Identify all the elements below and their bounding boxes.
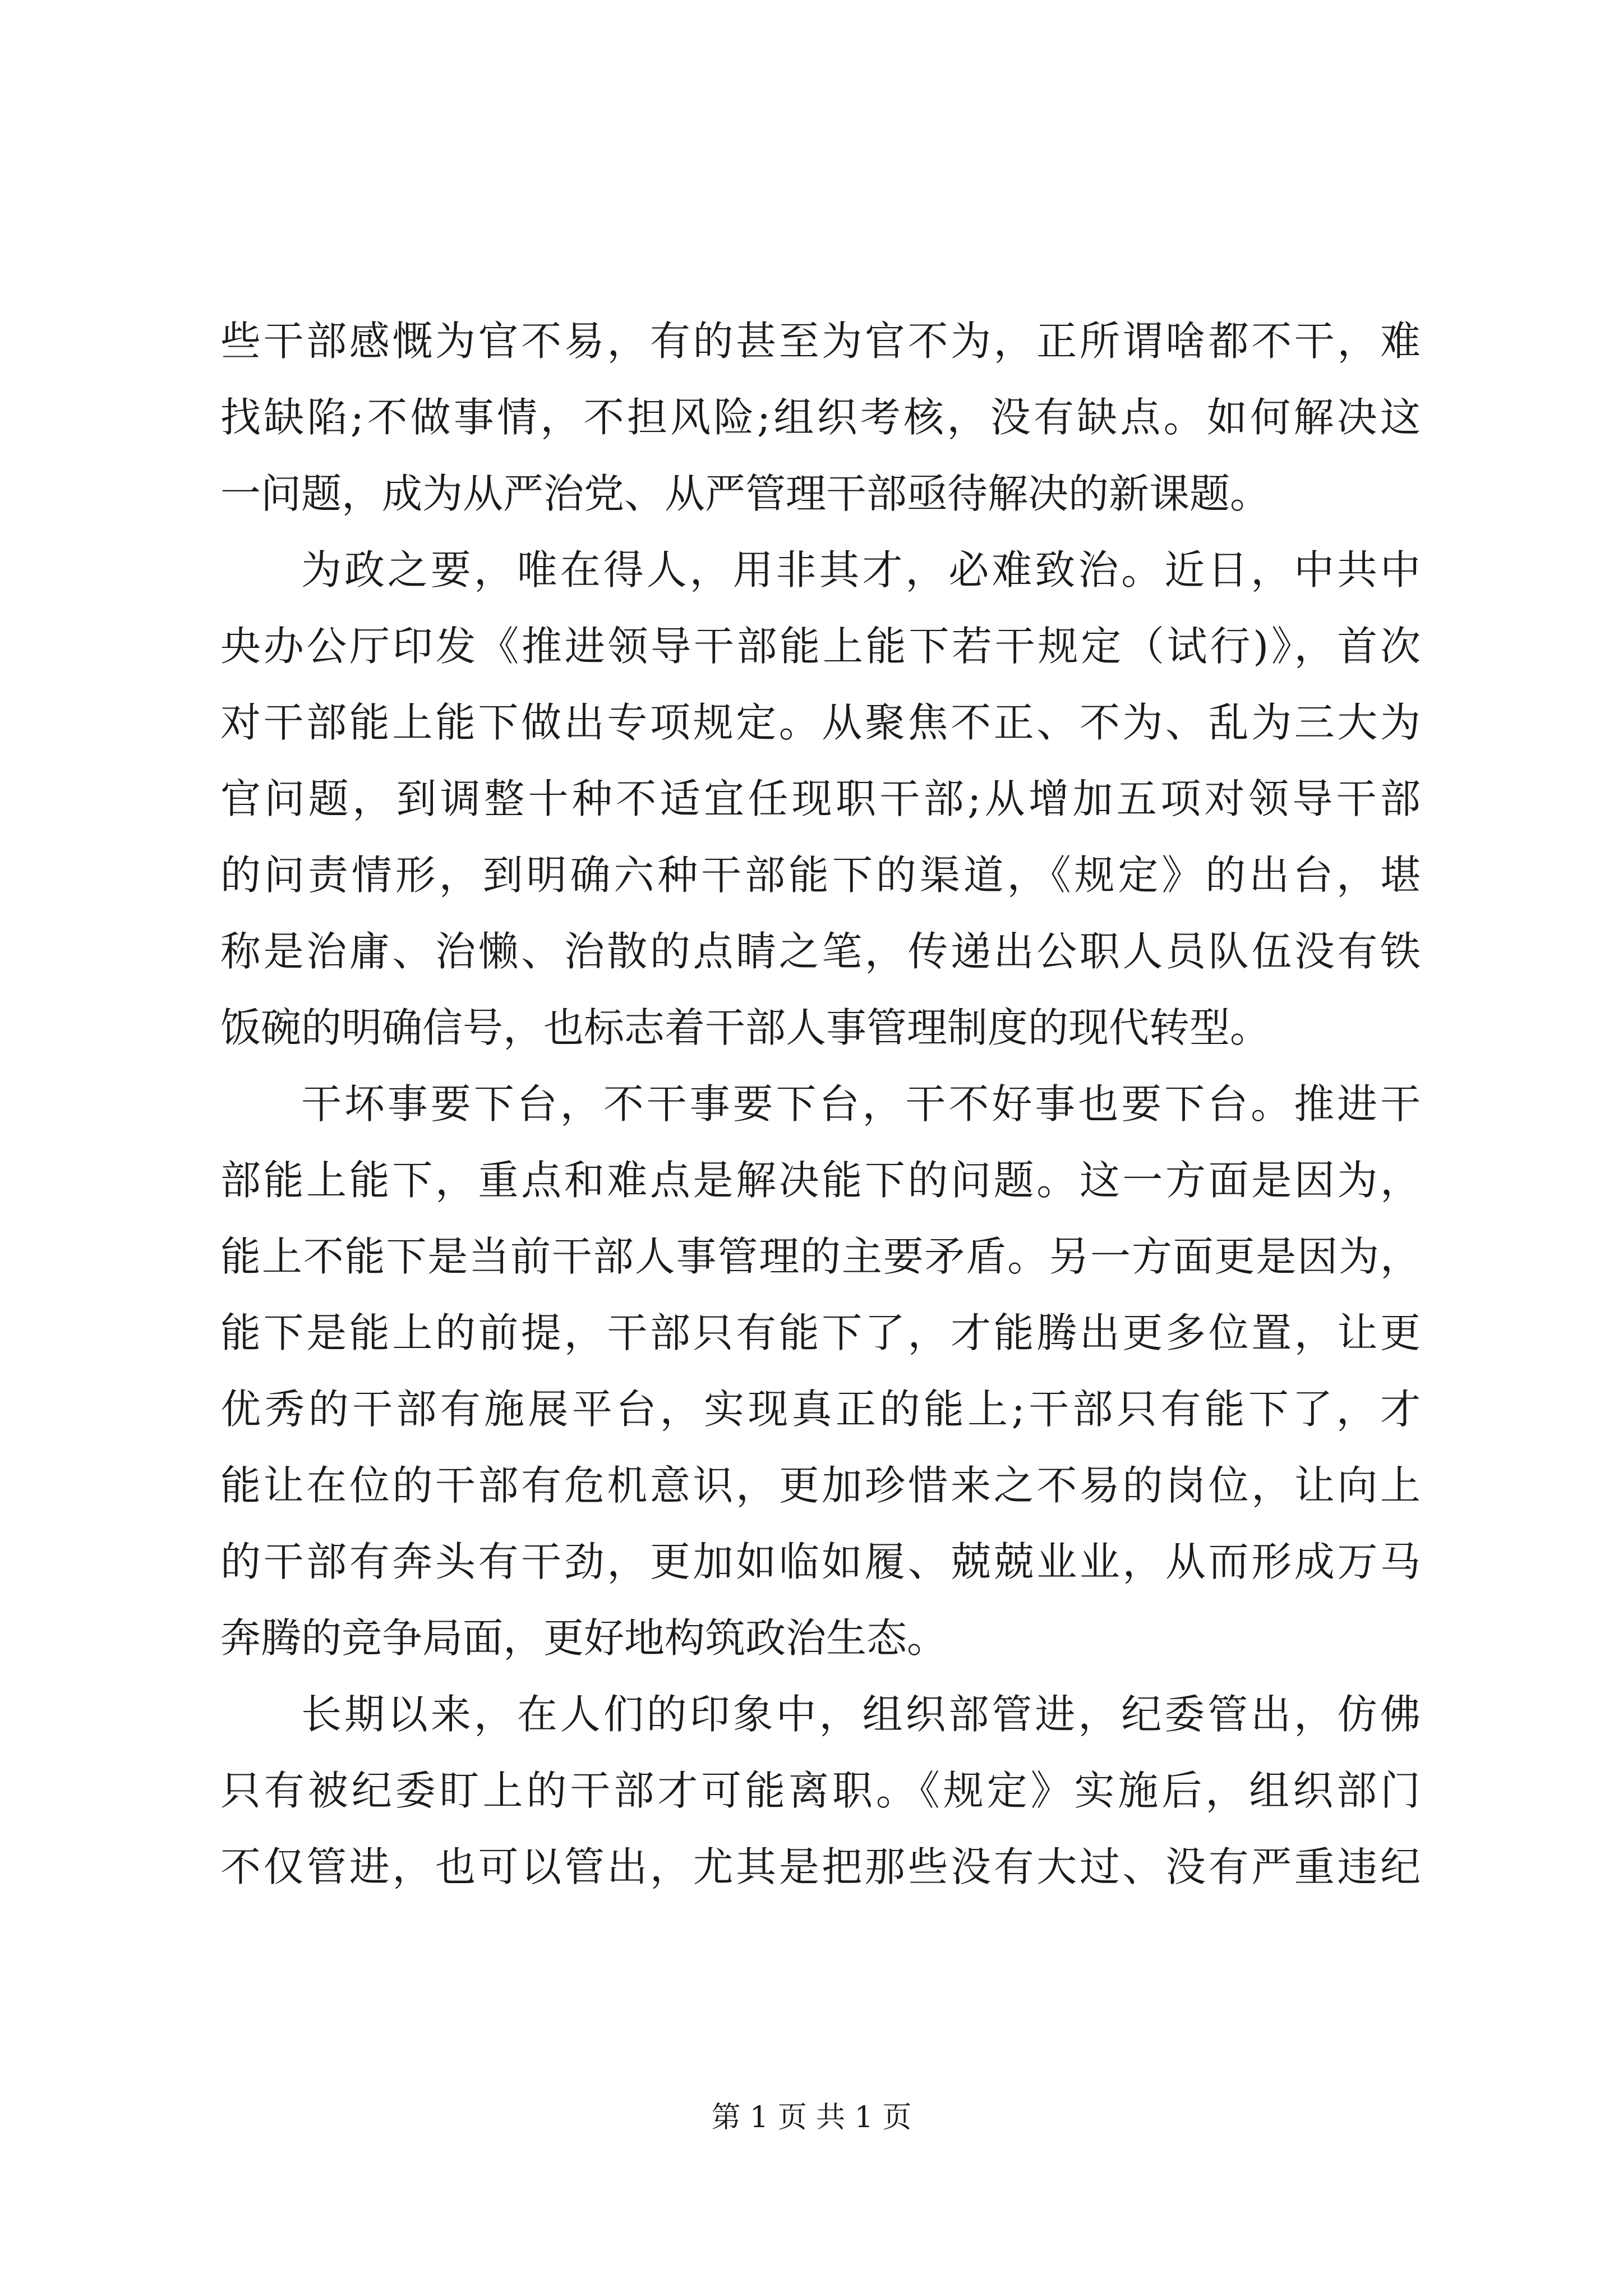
text-line: 央办公厅印发《推进领导干部能上能下若干规定（试行)》，首次 [220,623,1421,670]
text-line: 长期以来，在人们的印象中，组织部管进，纪委管出，仿佛 [301,1691,1421,1738]
text-line: 奔腾的竞争局面，更好地构筑政治生态。 [220,1614,948,1662]
text-line: 对干部能上能下做出专项规定。从聚焦不正、不为、乱为三大为 [220,699,1421,746]
text-line: 部能上能下，重点和难点是解决能下的问题。这一方面是因为， [220,1157,1421,1204]
page-footer: 第 1 页 共 1 页 [711,2101,912,2134]
text-line: 能下是能上的前提，干部只有能下了，才能腾出更多位置，让更 [220,1309,1421,1356]
text-line: 优秀的干部有施展平台，实现真正的能上;干部只有能下了，才 [220,1386,1421,1433]
text-line: 不仅管进，也可以管出，尤其是把那些没有大过、没有严重违纪 [220,1843,1421,1890]
text-line: 干坏事要下台，不干事要下台，干不好事也要下台。推进干 [301,1080,1421,1128]
text-line: 官问题，到调整十种不适宜任现职干部;从增加五项对领导干部 [220,775,1421,822]
text-line: 饭碗的明确信号，也标志着干部人事管理制度的现代转型。 [220,1004,1271,1051]
text-line: 一问题，成为从严治党、从严管理干部亟待解决的新课题。 [220,470,1271,517]
text-line: 称是治庸、治懒、治散的点睛之笔，传递出公职人员队伍没有铁 [220,928,1421,975]
text-line: 只有被纪委盯上的干部才可能离职。《规定》实施后，组织部门 [220,1767,1421,1814]
text-line: 为政之要，唯在得人，用非其才，必难致治。近日，中共中 [301,546,1421,593]
text-line: 的问责情形，到明确六种干部能下的渠道，《规定》的出台，堪 [220,852,1421,899]
text-line: 的干部有奔头有干劲，更加如临如履、兢兢业业，从而形成万马 [220,1538,1421,1585]
text-line: 找缺陷;不做事情，不担风险;组织考核，没有缺点。如何解决这 [220,394,1421,441]
body-text [220,303,1421,1905]
text-line: 能让在位的干部有危机意识，更加珍惜来之不易的岗位，让向上 [220,1462,1421,1509]
text-line: 能上不能下是当前干部人事管理的主要矛盾。另一方面更是因为， [220,1233,1421,1280]
text-line: 些干部感慨为官不易，有的甚至为官不为，正所谓啥都不干，难 [220,318,1421,365]
